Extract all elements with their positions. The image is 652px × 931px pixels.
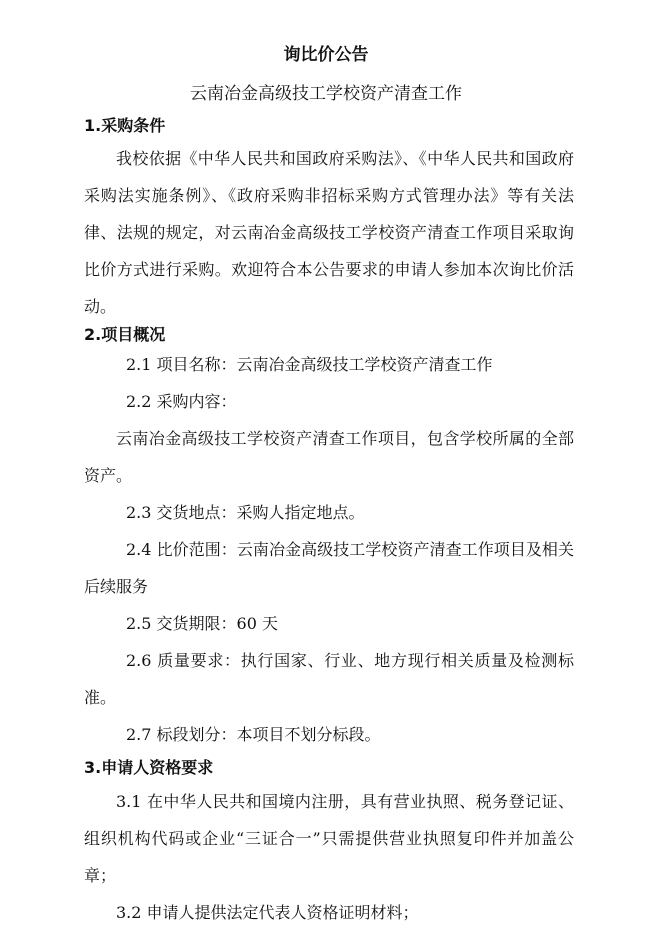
item-3-2: 3.2 申请人提供法定代表人资格证明材料； — [116, 903, 419, 922]
item-2-2-content: 云南冶金高级技工学校资产清查工作项目，包含学校所属的全部资产。 — [84, 429, 574, 485]
item-2-2: 2.2 采购内容： — [126, 392, 237, 411]
item-2-3: 2.3 交货地点：采购人指定地点。 — [126, 503, 365, 522]
section-heading-1: 1.采购条件 — [84, 116, 166, 135]
section-1-paragraph: 我校依据《中华人民共和国政府采购法》、《中华人民共和国政府采购法实施条例》、《政府采购非招标采购方式管理办法》等有关法律、法规的规定，对云南冶金高级技工学校资产清查工作项目采取询比价方式进行采购。欢迎符合本公告要求的申请人参加本次询比价活动。 — [84, 149, 574, 316]
item-2-4: 2.4 比价范围：云南冶金高级技工学校资产清查工作项目及相关后续服务 — [84, 540, 574, 596]
document-subtitle: 云南冶金高级技工学校资产清查工作 — [190, 84, 462, 104]
item-2-5: 2.5 交货期限：60 天 — [126, 614, 278, 633]
item-3-1: 3.1 在中华人民共和国境内注册，具有营业执照、税务登记证、组织机构代码或企业“三证合一”只需提供营业执照复印件并加盖公章； — [84, 792, 574, 885]
item-2-1: 2.1 项目名称：云南冶金高级技工学校资产清查工作 — [126, 355, 493, 374]
item-2-7: 2.7 标段划分：本项目不划分标段。 — [126, 725, 381, 744]
item-2-6: 2.6 质量要求：执行国家、行业、地方现行相关质量及检测标准。 — [84, 651, 574, 707]
section-heading-2: 2.项目概况 — [84, 325, 166, 344]
document-title: 询比价公告 — [283, 45, 369, 65]
section-heading-3: 3.申请人资格要求 — [84, 758, 214, 777]
